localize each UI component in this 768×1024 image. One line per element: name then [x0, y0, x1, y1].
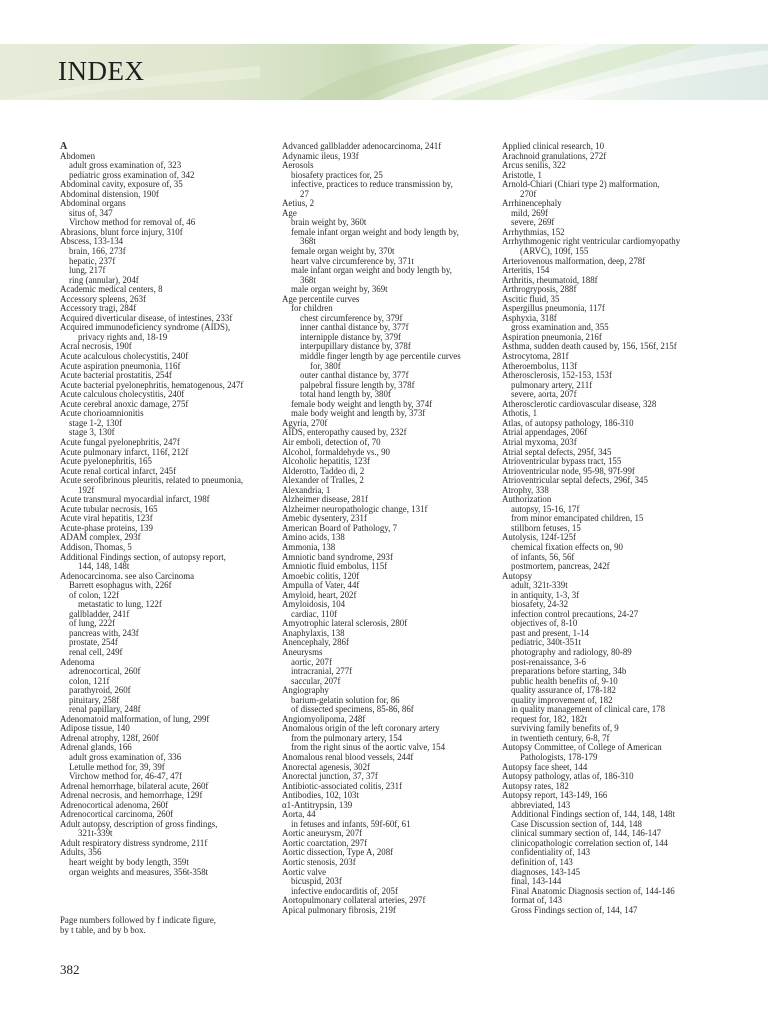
- index-subentry: hepatic, 237f: [69, 255, 116, 266]
- index-entry: Acute tubular necrosis, 165: [60, 503, 158, 514]
- index-subentry: severe, aorta, 207f: [511, 389, 577, 400]
- index-entry: Amoebic colitis, 120f: [282, 570, 360, 581]
- index-entry: Acute fungal pyelonephritis, 247f: [60, 436, 180, 447]
- index-subentry: of infants, 56, 56f: [511, 551, 575, 562]
- index-subentry: heart valve circumference by, 371t: [291, 255, 414, 266]
- index-entry: Athotis, 1: [502, 408, 538, 419]
- index-entry: Ascitic fluid, 35: [502, 293, 560, 304]
- index-subentry: for children: [291, 303, 333, 314]
- index-entry: Autopsy report, 143-149, 166: [502, 790, 608, 801]
- index-subentry: chemical fixation effects on, 90: [511, 541, 623, 552]
- index-subentry: outer canthal distance by, 377f: [300, 370, 409, 381]
- index-entry: Academic medical centers, 8: [60, 284, 163, 295]
- index-entry: Anomalous renal blood vessels, 244f: [282, 752, 414, 762]
- index-subentry: Additional Findings section of, 144, 148, 148t: [511, 809, 675, 820]
- index-subentry: 192f: [78, 484, 95, 495]
- index-entry: Asthma, sudden death caused by, 156, 156f, 215f: [502, 341, 677, 352]
- footnote: [60, 916, 275, 935]
- index-entry: Aerosols: [282, 160, 314, 171]
- index-column-1: [60, 142, 272, 877]
- index-subentry: of colon, 122f: [69, 589, 120, 600]
- index-subentry: for, 380f: [310, 360, 341, 371]
- index-subentry: metastatic to lung, 122f: [78, 599, 162, 610]
- index-subentry: intracranial, 277f: [291, 666, 353, 677]
- index-subentry: brain, 166, 273f: [69, 246, 126, 257]
- index-subentry: stage 3, 130f: [69, 427, 115, 438]
- index-subentry: cardiac, 110f: [291, 608, 337, 619]
- index-subentry: 321t-339t: [78, 828, 113, 839]
- index-subentry: definition of, 143: [511, 857, 573, 868]
- index-subentry: saccular, 207f: [291, 675, 341, 686]
- index-subentry: 368t: [300, 274, 316, 285]
- index-subentry: severe, 269f: [511, 217, 555, 228]
- index-subentry: pituitary, 258f: [69, 694, 120, 705]
- index-entry: Atrioventricular septal defects, 296f, 345: [502, 475, 648, 486]
- footnote-line: by t table, and by b box.: [60, 924, 146, 935]
- index-subentry: request for, 182, 182t: [511, 713, 587, 724]
- index-subentry: postmortem, pancreas, 242f: [511, 561, 610, 572]
- index-entry: Authorization: [502, 494, 552, 505]
- index-subentry: adrenocortical, 260f: [69, 666, 141, 677]
- index-subentry: male body weight and length by, 373f: [291, 408, 426, 419]
- index-subentry: infective, practices to reduce transmission by,: [291, 179, 453, 190]
- index-entry: Accessory tragi, 284f: [60, 303, 137, 314]
- index-entry: Abdominal organs: [60, 198, 126, 209]
- index-subentry: quality improvement of, 182: [511, 694, 613, 705]
- index-subentry: quality assurance of, 178-182: [511, 685, 616, 696]
- index-entry: Ammonia, 138: [282, 541, 336, 552]
- index-entry: Autopsy face sheet, 144: [502, 761, 588, 772]
- index-entry: Alexander of Tralles, 2: [282, 475, 364, 486]
- index-entry: Aortic valve: [282, 866, 327, 877]
- index-subentry: gallbladder, 241f: [69, 608, 130, 619]
- index-subentry: middle finger length by age percentile curves: [300, 351, 461, 362]
- index-subentry: male organ weight by, 369t: [291, 284, 388, 295]
- index-entry: Atheroembolus, 113f: [502, 360, 578, 371]
- index-subentry: final, 143-144: [511, 876, 562, 887]
- index-entry: Accessory spleens, 263f: [60, 293, 147, 304]
- index-subentry: from the pulmonary artery, 154: [291, 732, 403, 743]
- index-entry: Aortic aneurysm, 207f: [282, 828, 363, 839]
- index-subentry: privacy rights and, 18-19: [78, 331, 168, 342]
- index-subentry: 144, 148, 148t: [78, 561, 130, 572]
- index-entry: Aortic stenosis, 203f: [282, 857, 356, 868]
- index-subentry: in fetuses and infants, 59f-60f, 61: [291, 818, 411, 829]
- index-subentry: of dissected specimens, 85-86, 86f: [291, 704, 414, 715]
- index-subentry: 270f: [520, 188, 537, 199]
- index-entry: Acute cerebral anoxic damage, 275f: [60, 398, 189, 409]
- page-title: INDEX: [58, 56, 145, 86]
- index-entry: Autopsy: [502, 570, 533, 581]
- index-column-2: [282, 142, 494, 915]
- index-entry: Autopsy pathology, atlas of, 186-310: [502, 771, 634, 782]
- index-entry: Aspergillus pneumonia, 117f: [502, 303, 605, 314]
- index-entry: Alzheimer neuropathologic change, 131f: [282, 503, 428, 514]
- index-subentry: objectives of, 8-10: [511, 618, 578, 629]
- index-entry: Astrocytoma, 281f: [502, 351, 569, 362]
- index-subentry: lung, 217f: [69, 265, 106, 276]
- index-entry: Antibiotic-associated colitis, 231f: [282, 780, 403, 791]
- index-entry: AIDS, enteropathy caused by, 232f: [282, 427, 407, 438]
- index-subentry: adult gross examination of, 336: [69, 752, 182, 762]
- index-entry: Amyotrophic lateral sclerosis, 280f: [282, 618, 408, 629]
- index-entry: Aetius, 2: [282, 198, 315, 209]
- index-entry: Atrophy, 338: [502, 484, 549, 495]
- index-entry: Acute serofibrinous pleuritis, related to pneumonia,: [60, 475, 244, 486]
- index-subentry: biosafety practices for, 25: [291, 169, 383, 180]
- index-subentry: Letulle method for, 39, 39f: [69, 761, 165, 772]
- index-subentry: 27: [300, 188, 309, 199]
- index-entry: Acute bacterial pyelonephritis, hematogenous, 247f: [60, 379, 244, 390]
- index-subentry: inner canthal distance by, 377f: [300, 322, 409, 333]
- index-entry: Anorectal junction, 37, 37f: [282, 771, 378, 782]
- index-subentry: adult, 321t-339t: [511, 580, 568, 591]
- index-entry: Adult autopsy, description of gross findings,: [60, 818, 218, 829]
- page-number: 382: [60, 962, 80, 977]
- index-entry: Adults, 356: [60, 847, 102, 858]
- index-entry: Adenocarcinoma. see also Carcinoma: [60, 570, 195, 581]
- index-subentry: female infant organ weight and body length by,: [291, 226, 459, 237]
- index-entry: Alexandria, 1: [282, 484, 331, 495]
- index-entry: Abdominal distension, 190f: [60, 188, 159, 199]
- index-entry: Anomalous origin of the left coronary artery: [282, 723, 440, 734]
- index-subentry: prostate, 254f: [69, 637, 118, 648]
- index-entry: Age percentile curves: [282, 293, 360, 304]
- index-subentry: past and present, 1-14: [511, 627, 589, 638]
- index-entry: Adult respiratory distress syndrome, 211f: [60, 837, 208, 848]
- index-subentry: preparations before starting, 34b: [511, 666, 627, 677]
- index-entry: Abscess, 133-134: [60, 236, 124, 247]
- index-subentry: Final Anatomic Diagnosis section of, 144-146: [511, 885, 675, 896]
- index-entry: Addison, Thomas, 5: [60, 541, 132, 552]
- index-entry: Arthrogryposis, 288f: [502, 284, 577, 295]
- index-column-3: [502, 142, 714, 915]
- index-entry: Adrenal hemorrhage, bilateral acute, 260f: [60, 780, 209, 791]
- index-subentry: biosafety, 24-32: [511, 599, 569, 610]
- index-subentry: of lung, 222f: [69, 618, 116, 629]
- index-subentry: autopsy, 15-16, 17f: [511, 503, 580, 514]
- index-entry: Alcohol, formaldehyde vs., 90: [282, 446, 390, 457]
- index-subentry: Case Discussion section of, 144, 148: [511, 818, 642, 829]
- index-entry: Atrial appendages, 206f: [502, 427, 588, 438]
- index-entry: Aorta, 44: [282, 809, 316, 820]
- index-entry: Adrenocortical carcinoma, 260f: [60, 809, 174, 820]
- index-entry: Ampulla of Vater, 44f: [282, 580, 360, 591]
- index-entry: Abdominal cavity, exposure of, 35: [60, 179, 183, 190]
- index-entry: Adrenocortical adenoma, 260f: [60, 799, 169, 810]
- index-subentry: pulmonary artery, 211f: [511, 379, 593, 390]
- index-entry: Acquired diverticular disease, of intestines, 233f: [60, 312, 233, 323]
- index-subentry: abbreviated, 143: [511, 799, 571, 810]
- index-subentry: pediatric, 340t-351t: [511, 637, 581, 648]
- index-entry: Acute-phase proteins, 139: [60, 522, 153, 533]
- index-subentry: ring (annular), 204f: [69, 274, 139, 285]
- index-subentry: format of, 143: [511, 895, 563, 906]
- index-entry: Adrenal necrosis, and hemorrhage, 129f: [60, 790, 203, 801]
- index-entry: Applied clinical research, 10: [502, 141, 605, 151]
- index-entry: Acute viral hepatitis, 123f: [60, 513, 153, 524]
- index-subentry: clinical summary section of, 144, 146-147: [511, 828, 662, 839]
- index-entry: Apical pulmonary fibrosis, 219f: [282, 904, 396, 915]
- index-subentry: adult gross examination of, 323: [69, 160, 182, 171]
- index-subentry: stage 1-2, 130f: [69, 417, 122, 428]
- index-entry: Arteritis, 154: [502, 265, 550, 276]
- index-subentry: male infant organ weight and body length by,: [291, 265, 452, 276]
- index-subentry: female body weight and length by, 374f: [291, 398, 433, 409]
- index-subentry: situs of, 347: [69, 207, 113, 218]
- index-entry: Acute transmural myocardial infarct, 198f: [60, 494, 210, 505]
- index-entry: Amino acids, 138: [282, 532, 345, 543]
- index-subentry: stillborn fetuses, 15: [511, 522, 581, 533]
- index-subentry: clinicopathologic correlation section of, 144: [511, 837, 668, 848]
- index-subentry: in quality management of clinical care, 178: [511, 704, 666, 715]
- index-subentry: in antiquity, 1-3, 3f: [511, 589, 580, 600]
- index-subentry: interpupillary distance by, 378f: [300, 341, 411, 352]
- footnote-line: Page numbers followed by f indicate figure,: [60, 915, 217, 925]
- index-entry: Abdomen: [60, 150, 96, 161]
- index-entry: Atrioventricular bypass tract, 155: [502, 456, 622, 467]
- index-subentry: mild, 269f: [511, 207, 548, 218]
- index-entry: Autolysis, 124f-125f: [502, 532, 576, 543]
- index-entry: Amebic dysentery, 231f: [282, 513, 367, 524]
- index-entry: Amyloidosis, 104: [282, 599, 346, 610]
- index-subentry: public health benefits of, 9-10: [511, 675, 618, 686]
- index-subentry: barium-gelatin solution for, 86: [291, 694, 400, 705]
- index-letter-heading: A: [60, 141, 68, 152]
- index-subentry: pediatric gross examination of, 342: [69, 169, 195, 180]
- index-entry: Advanced gallbladder adenocarcinoma, 241f: [282, 141, 442, 151]
- index-entry: α1-Antitrypsin, 139: [282, 799, 353, 810]
- index-subentry: infection control precautions, 24-27: [511, 608, 639, 619]
- index-subentry: confidentiality of, 143: [511, 847, 591, 858]
- index-entry: Atrial myxoma, 203f: [502, 436, 577, 447]
- index-entry: Adipose tissue, 140: [60, 723, 130, 734]
- index-subentry: renal papillary, 248f: [69, 704, 141, 715]
- index-subentry: surviving family benefits of, 9: [511, 723, 619, 734]
- index-entry: Age: [282, 207, 297, 218]
- index-entry: Arrhinencephaly: [502, 198, 562, 209]
- index-entry: Agyria, 270f: [282, 417, 328, 428]
- index-subentry: infective endocarditis of, 205f: [291, 885, 398, 896]
- index-entry: Acute bacterial prostatitis, 254f: [60, 370, 172, 381]
- index-subentry: total hand length by, 380f: [300, 389, 391, 400]
- index-subentry: renal cell, 249f: [69, 646, 123, 657]
- index-entry: Adenoma: [60, 656, 95, 667]
- index-subentry: female organ weight by, 370t: [291, 246, 395, 257]
- index-subentry: from the right sinus of the aortic valve, 154: [291, 742, 446, 753]
- index-entry: Abrasions, blunt force injury, 310f: [60, 226, 183, 237]
- index-entry: Atrioventricular node, 95-98, 97f-99f: [502, 465, 635, 476]
- index-entry: Arrhythmogenic right ventricular cardiomyopathy: [502, 236, 681, 247]
- index-entry: Acute pyelonephritis, 165: [60, 456, 152, 467]
- index-entry: Arteriovenous malformation, deep, 278f: [502, 255, 646, 266]
- index-subentry: palpebral fissure length by, 378f: [300, 379, 415, 390]
- index-entry: Arachnoid granulations, 272f: [502, 150, 607, 161]
- index-subentry: colon, 121f: [69, 675, 110, 686]
- index-entry: Adynamic ileus, 193f: [282, 150, 359, 161]
- index-subentry: Virchow method for, 46-47, 47f: [69, 771, 182, 782]
- index-entry: Atrial septal defects, 295f, 345: [502, 446, 612, 457]
- index-subentry: (ARVC), 109f, 155: [520, 246, 589, 257]
- index-entry: Atherosclerosis, 152-153, 153f: [502, 370, 612, 381]
- index-entry: Alderotto, Taddeo di, 2: [282, 465, 365, 476]
- index-entry: Autopsy rates, 182: [502, 780, 569, 791]
- index-entry: Acute pulmonary infarct, 116f, 212f: [60, 446, 189, 457]
- index-entry: Acute aspiration pneumonia, 116f: [60, 360, 181, 371]
- index-subentry: 368t: [300, 236, 316, 247]
- index-subentry: brain weight by, 360t: [291, 217, 367, 228]
- index-subentry: pancreas with, 243f: [69, 627, 139, 638]
- index-subentry: bicuspid, 203f: [291, 876, 342, 887]
- index-subentry: post-renaissance, 3-6: [511, 656, 586, 667]
- index-subentry: in twentieth century, 6-8, 7f: [511, 732, 610, 743]
- index-entry: Arnold-Chiari (Chiari type 2) malformation,: [502, 179, 660, 190]
- index-entry: American Board of Pathology, 7: [282, 522, 398, 533]
- index-entry: Autopsy Committee, of College of American: [502, 742, 662, 753]
- index-entry: Arcus senilis, 322: [502, 160, 566, 171]
- index-entry: Additional Findings section, of autopsy report,: [60, 551, 226, 562]
- index-entry: Anaphylaxis, 138: [282, 627, 345, 638]
- index-subentry: from minor emancipated children, 15: [511, 513, 644, 524]
- index-entry: Adenomatoid malformation, of lung, 299f: [60, 713, 210, 724]
- index-entry: Angiomyolipoma, 248f: [282, 713, 366, 724]
- index-entry: Aspiration pneumonia, 216f: [502, 331, 602, 342]
- index-entry: Acquired immunodeficiency syndrome (AIDS),: [60, 322, 231, 333]
- index-entry: Arrhythmias, 152: [502, 226, 565, 237]
- index-subentry: Gross Findings section of, 144, 147: [511, 904, 638, 915]
- index-subentry: heart weight by body length, 359t: [69, 857, 189, 868]
- index-entry: Aortic coarctation, 297f: [282, 837, 368, 848]
- index-entry: Atherosclerotic cardiovascular disease, 328: [502, 398, 657, 409]
- index-entry: Alzheimer disease, 281f: [282, 494, 369, 505]
- index-subentry: Virchow method for removal of, 46: [69, 217, 196, 228]
- index-entry: Aneurysms: [282, 646, 323, 657]
- index-entry: Acute chorioamnionitis: [60, 408, 144, 419]
- index-entry: Acute acalculous cholecystitis, 240f: [60, 351, 189, 362]
- index-entry: Adrenal atrophy, 128f, 260f: [60, 732, 159, 743]
- index-entry: Alcoholic hepatitis, 123f: [282, 456, 370, 467]
- index-entry: Air emboli, detection of, 70: [282, 436, 381, 447]
- index-subentry: chest circumference by, 379f: [300, 312, 403, 323]
- index-subentry: diagnoses, 143-145: [511, 866, 581, 877]
- index-entry: Asphyxia, 318f: [502, 312, 557, 323]
- index-entry: Anorectal agenesis, 302f: [282, 761, 370, 772]
- index-entry: Atlas, of autopsy pathology, 186-310: [502, 417, 634, 428]
- index-entry: Aortopulmonary collateral arteries, 297f: [282, 895, 426, 906]
- index-entry: Adrenal glands, 166: [60, 742, 132, 753]
- index-entry: Angiography: [282, 685, 329, 696]
- index-subentry: parathyroid, 260f: [69, 685, 131, 696]
- index-entry: Anencephaly, 286f: [282, 637, 349, 648]
- index-subentry: photography and radiology, 80-89: [511, 646, 632, 657]
- index-subentry: gross examination and, 355: [511, 322, 609, 333]
- index-entry: ADAM complex, 293f: [60, 532, 141, 543]
- index-subentry: internipple distance by, 379f: [300, 331, 401, 342]
- index-subentry: Barrett esophagus with, 226f: [69, 580, 172, 591]
- header-banner: [0, 44, 768, 100]
- index-entry: Amniotic band syndrome, 293f: [282, 551, 393, 562]
- index-entry: Amyloid, heart, 202f: [282, 589, 357, 600]
- index-entry: Acral necrosis, 190f: [60, 341, 132, 352]
- index-subentry: aortic, 207f: [291, 656, 332, 667]
- index-entry: Aristotle, 1: [502, 169, 542, 180]
- index-entry: Aortic dissection, Type A, 208f: [282, 847, 394, 858]
- index-entry: Acute renal cortical infarct, 245f: [60, 465, 177, 476]
- index-subentry: Pathologists, 178-179: [520, 752, 598, 762]
- index-subentry: organ weights and measures, 356t-358t: [69, 866, 209, 877]
- index-entry: Antibodies, 102, 103t: [282, 790, 359, 801]
- index-entry: Amniotic fluid embolus, 115f: [282, 561, 388, 572]
- index-entry: Acute calculous cholecystitis, 240f: [60, 389, 185, 400]
- index-entry: Arthritis, rheumatoid, 188f: [502, 274, 598, 285]
